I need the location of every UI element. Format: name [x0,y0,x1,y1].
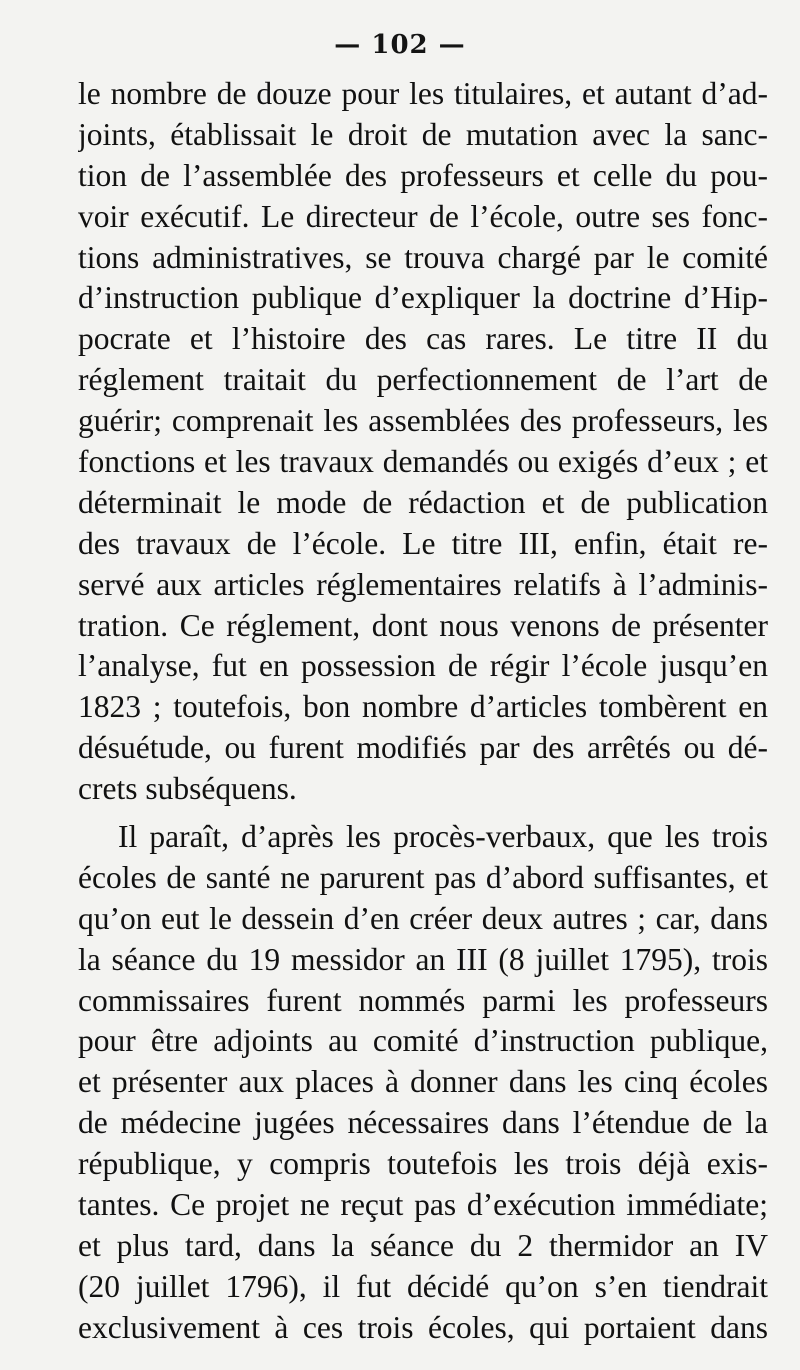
paragraph [78,74,768,810]
body-text [78,74,768,1349]
text-line: désuétude, ou furent modifiés par des arrêtés ou dé- [78,730,768,766]
text-line: crets subséquens. [78,771,297,807]
text-line: exclusivement à ces trois écoles, qui portaient dans [78,1309,768,1345]
text-line: tion de l’assemblée des professeurs et celle du pou- [78,157,768,193]
text-line: tration. Ce réglement, dont nous venons de présenter [78,607,768,643]
text-line: fonctions et les travaux demandés ou exigés d’eux ; et [78,444,768,480]
text-line: commissaires furent nommés parmi les professeurs [78,982,768,1018]
text-line: voir exécutif. Le directeur de l’école, outre ses fonc- [78,198,768,234]
text-line: république, y compris toutefois les trois déjà exis- [78,1146,768,1182]
text-line: guérir; comprenait les assemblées des professeurs, les [78,403,768,439]
text-line: qu’on eut le dessein d’en créer deux autres ; car, dans [78,900,768,936]
paragraph [78,817,768,1349]
text-line: et plus tard, dans la séance du 2 thermidor an IV [78,1227,768,1263]
text-line: 1823 ; toutefois, bon nombre d’articles tombèrent en [78,689,768,725]
text-line: le nombre de douze pour les titulaires, et autant d’ad- [78,76,768,111]
text-line: réglement traitait du perfectionnement de l’art de [78,362,768,398]
text-line: joints, établissait le droit de mutation avec la sanc- [78,116,768,152]
text-line: des travaux de l’école. Le titre III, enfin, était re- [78,525,768,561]
text-line: tions administratives, se trouva chargé par le comité [78,239,768,275]
text-line: et présenter aux places à donner dans les cinq écoles [78,1064,768,1100]
text-line: servé aux articles réglementaires relatifs à l’adminis- [78,566,768,602]
text-line: la séance du 19 messidor an III (8 juillet 1795), trois [78,941,768,977]
text-line: l’analyse, fut en possession de régir l’école jusqu’en [78,648,768,684]
text-line: écoles de santé ne parurent pas d’abord suffisantes, et [78,859,768,895]
text-line: pour être adjoints au comité d’instruction publique, [78,1023,768,1059]
text-line: de médecine jugées nécessaires dans l’étendue de la [78,1105,768,1141]
text-line: Il paraît, d’après les procès-verbaux, que les trois [118,819,768,855]
text-line: pocrate et l’histoire des cas rares. Le titre II du [78,321,768,357]
text-line: tantes. Ce projet ne reçut pas d’exécution immédiate; [78,1187,768,1223]
text-line: déterminait le mode de rédaction et de publication [78,484,768,520]
text-line: (20 juillet 1796), il fut décidé qu’on s’en tiendrait [78,1268,768,1304]
text-line: d’instruction publique d’expliquer la doctrine d’Hip- [78,280,768,316]
page-number: — 102 — [334,30,466,60]
